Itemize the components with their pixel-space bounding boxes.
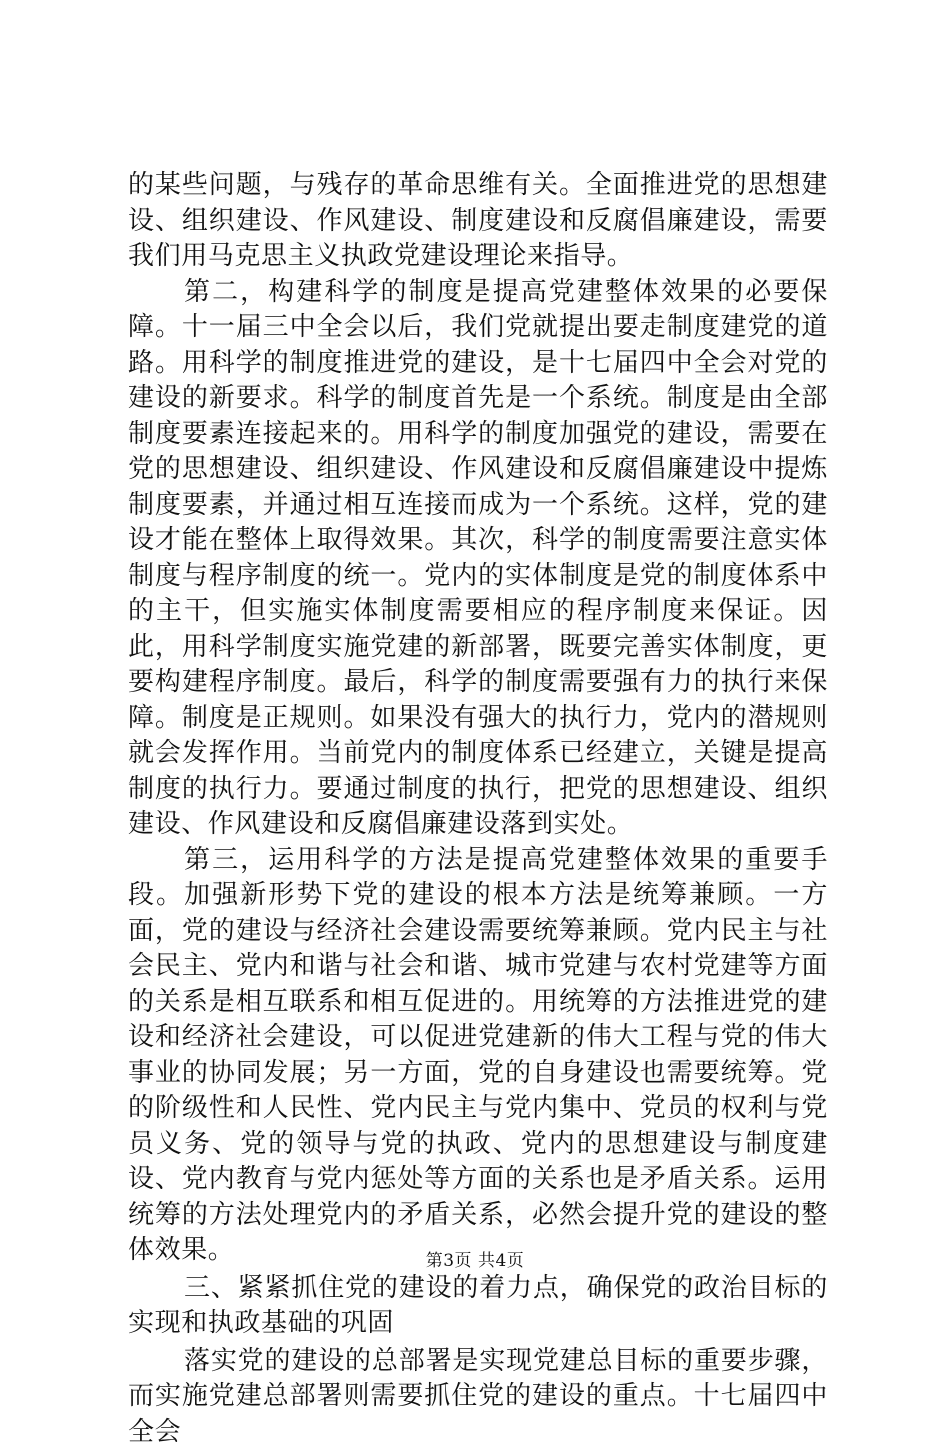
paragraph-second-point: 第二，构建科学的制度是提高党建整体效果的必要保障。十一届三中全会以后，我们党就提出要走制度建党的道路。用科学的制度推进党的建设，是十七届四中全会对党的建设的新要求。科学的制度首先是一个系统。制度是由全部制度要素连接起来的。用科学的制度加强党的建设，需要在党的思想建设、组织建设、作风建设和反腐倡廉建设中提炼制度要素，并通过相互连接而成为一个系统。这样，党的建设才能在整体上取得效果。其次，科学的制度需要注意实体制度与程序制度的统一。党内的实体制度是党的制度体系中的主干，但实施实体制度需要相应的程序制度来保证。因此，用科学制度实施党建的新部署，既要完善实体制度，更要构建程序制度。最后，科学的制度需要强有力的执行来保障。制度是正规则。如果没有强大的执行力，党内的潜规则就会发挥作用。当前党内的制度体系已经建立，关键是提高制度的执行力。要通过制度的执行，把党的思想建设、组织建设、作风建设和反腐倡廉建设落到实处。 <box>128 275 828 843</box>
paragraph-continuation: 的某些问题，与残存的革命思维有关。全面推进党的思想建设、组织建设、作风建设、制度建设和反腐倡廉建设，需要我们用马克思主义执政党建设理论来指导。 <box>128 168 828 275</box>
section-heading: 三、紧紧抓住党的建设的着力点，确保党的政治目标的实现和执政基础的巩固 <box>128 1271 828 1342</box>
page-number-footer: 第3页 共4页 <box>0 1246 950 1271</box>
paragraph-third-point: 第三，运用科学的方法是提高党建整体效果的重要手段。加强新形势下党的建设的根本方法是统筹兼顾。一方面，党的建设与经济社会建设需要统筹兼顾。党内民主与社会民主、党内和谐与社会和谐、城市党建与农村党建等方面的关系是相互联系和相互促进的。用统筹的方法推进党的建设和经济社会建设，可以促进党建新的伟大工程与党的伟大事业的协同发展；另一方面，党的自身建设也需要统筹。党的阶级性和人民性、党内民主与党内集中、党员的权利与党员义务、党的领导与党的执政、党内的思想建设与制度建设、党内教育与党内惩处等方面的关系也是矛盾关系。运用统筹的方法处理党内的矛盾关系，必然会提升党的建设的整体效果。 <box>128 843 828 1269</box>
paragraph-section-intro: 落实党的建设的总部署是实现党建总目标的重要步骤，而实施党建总部署则需要抓住党的建设的重点。十七届四中全会 <box>128 1344 828 1450</box>
